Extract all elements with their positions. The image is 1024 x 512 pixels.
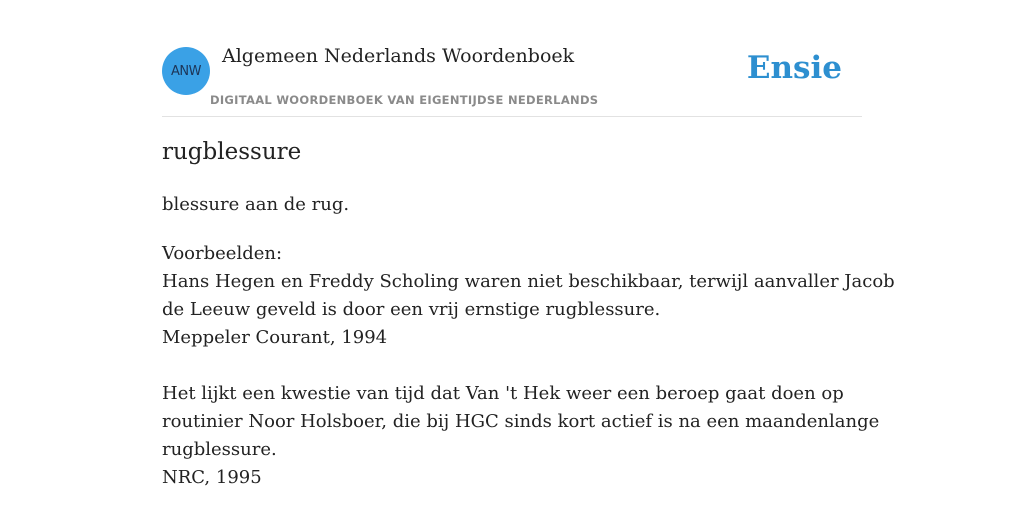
site-subtitle: DIGITAAL WOORDENBOEK VAN EIGENTIJDSE NEDERLANDS — [210, 93, 599, 107]
example-source: Meppeler Courant, 1994 — [162, 327, 388, 348]
entry-definition: blessure aan de rug. — [162, 194, 350, 215]
example-line: routinier Noor Holsboer, die bij HGC sinds kort actief is na een maandenlange — [162, 411, 880, 432]
entry-headword: rugblessure — [162, 139, 302, 165]
site-header — [162, 0, 862, 117]
site-title[interactable]: Algemeen Nederlands Woordenboek — [222, 45, 575, 67]
example-spacer — [162, 352, 862, 380]
example-line: rugblessure. — [162, 439, 277, 460]
example-line: Het lijkt een kwestie van tijd dat Van 't Hek weer een beroep gaat doen op — [162, 383, 844, 404]
example-line: Hans Hegen en Freddy Scholing waren niet beschikbaar, terwijl aanvaller Jacob — [162, 271, 895, 292]
example-line: de Leeuw geveld is door een vrij ernstige rugblessure. — [162, 299, 661, 320]
examples-section — [162, 240, 895, 492]
anw-logo[interactable]: ANW — [162, 47, 210, 95]
ensie-brand-link[interactable]: Ensie — [746, 50, 842, 86]
examples-label: Voorbeelden: — [162, 243, 283, 264]
example-source: NRC, 1995 — [162, 467, 262, 488]
